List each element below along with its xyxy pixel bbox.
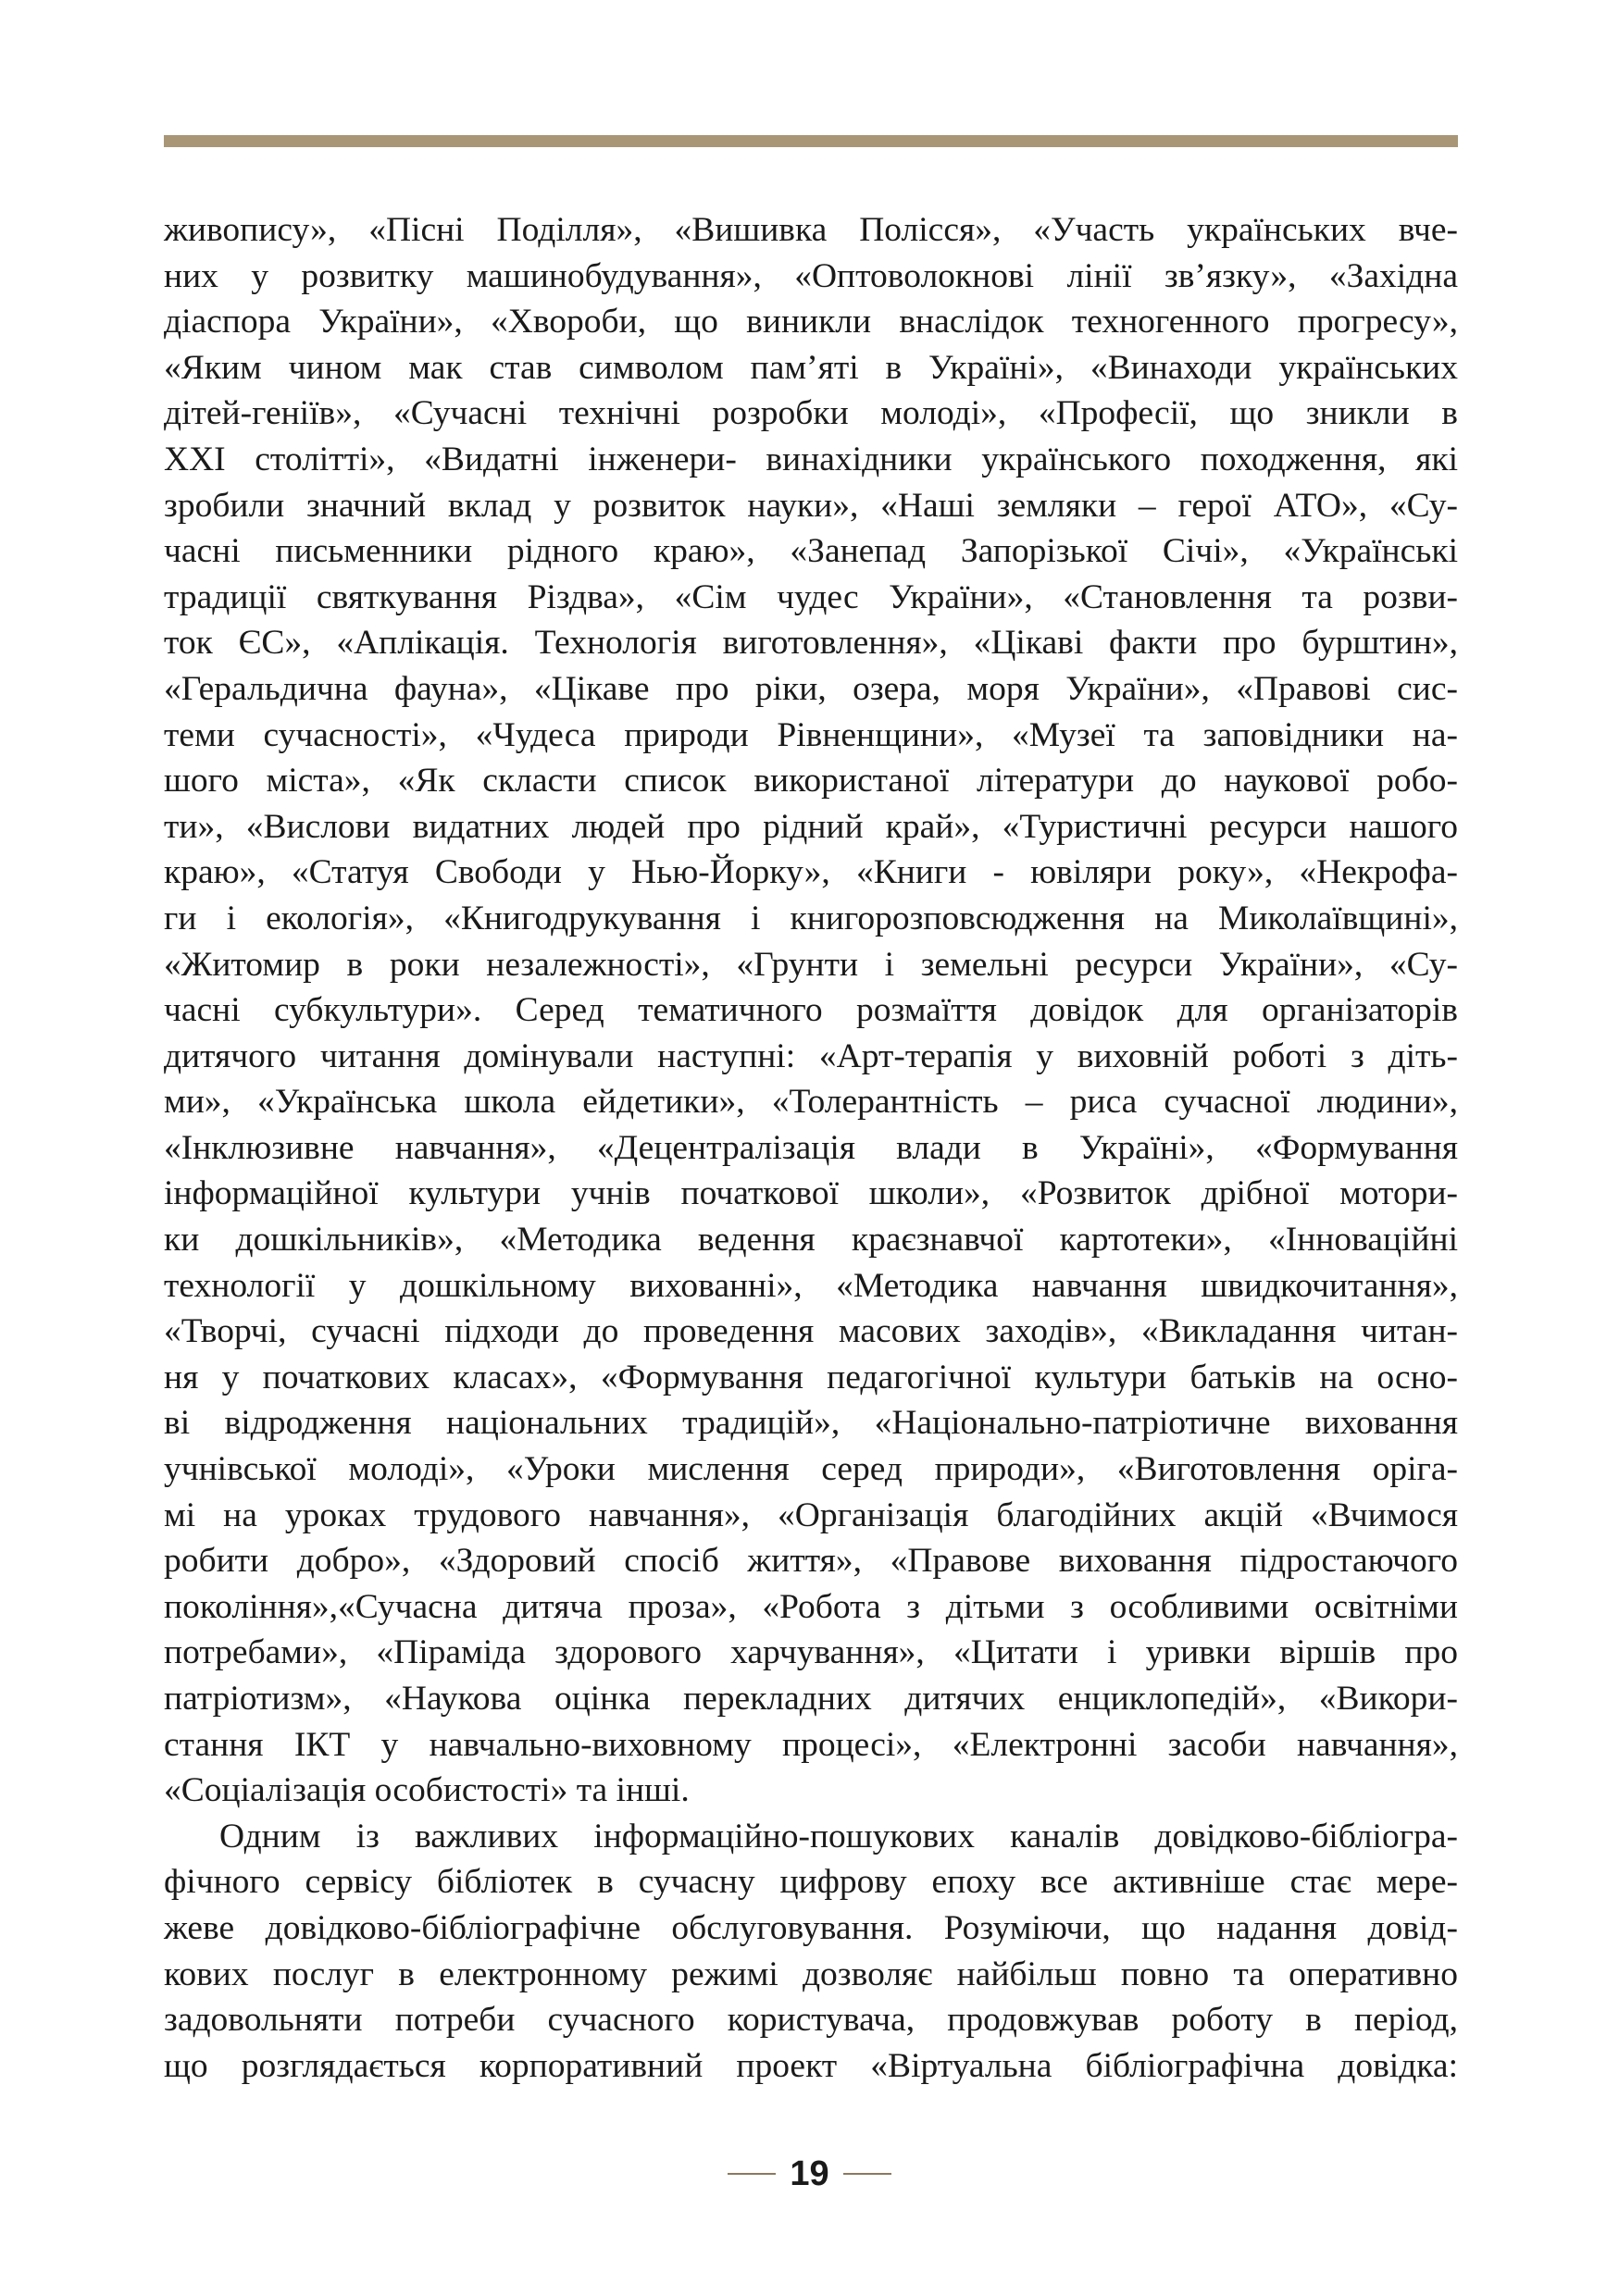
text-line: ток ЄС», «Аплікація. Технологія виготовлення», «Цікаві факти про бурштин»,: [164, 624, 1458, 663]
text-line: часні субкультури». Серед тематичного розмаїття довідок для організаторів: [164, 991, 1458, 1030]
text-line: них у розвитку машинобудування», «Оптоволокнові лінії зв’язку», «Західна: [164, 256, 1458, 295]
text-line: ги і екологія», «Книгодрукування і книгорозповсюдження на Миколаївщині»,: [164, 899, 1458, 937]
text-line: теми сучасності», «Чудеса природи Рівненщини», «Музеї та заповідники на-: [164, 715, 1458, 754]
text-line: ми», «Українська школа ейдетики», «Толерантність – риса сучасної людини»,: [164, 1083, 1458, 1122]
text-line: зробили значний вклад у розвиток науки», «Наші земляки – герої АТО», «Су-: [164, 486, 1458, 525]
text-line: «Соціалізація особистості» та інші.: [164, 1771, 690, 1810]
text-line: задовольняти потреби сучасного користувача, продовжував роботу в період,: [164, 2001, 1458, 2040]
header-rule: [164, 135, 1458, 147]
page-footer: [0, 2151, 1619, 2197]
text-line: ки дошкільників», «Методика ведення краєзнавчої картотеки», «Інноваційні: [164, 1221, 1458, 1260]
text-line: мі на уроках трудового навчання», «Організація благодійних акцій «Вчимося: [164, 1496, 1458, 1534]
text-line: «Яким чином мак став символом пам’яті в Україні», «Винаходи українських: [164, 348, 1458, 387]
text-line: «Творчі, сучасні підходи до проведення масових заходів», «Викладання читан-: [164, 1312, 1458, 1351]
paragraph-online-reference-service: [164, 1814, 1458, 2090]
text-line: патріотизм», «Наукова оцінка перекладних дитячих енциклопедій», «Викори-: [164, 1680, 1458, 1718]
text-line: Одним із важливих інформаційно-пошукових каналів довідково-бібліогра-: [219, 1817, 1458, 1855]
text-line: «Геральдична фауна», «Цікаве про ріки, озера, моря України», «Правові сис-: [164, 669, 1458, 708]
text-line: робити добро», «Здоровий спосіб життя», «Правове виховання підростаючого: [164, 1542, 1458, 1581]
text-line: XXI столітті», «Видатні інженери- винахідники українського походження, які: [164, 440, 1458, 478]
text-line: жеве довідково-бібліографічне обслуговування. Розуміючи, що надання довід-: [164, 1908, 1458, 1947]
text-line: ня у початкових класах», «Формування педагогічної культури батьків на осно-: [164, 1358, 1458, 1396]
text-line: інформаційної культури учнів початкової школи», «Розвиток дрібної мотори-: [164, 1174, 1458, 1213]
text-line: учнівської молоді», «Уроки мислення серед природи», «Виготовлення оріга-: [164, 1450, 1458, 1489]
text-line: покоління»,«Сучасна дитяча проза», «Робота з дітьми з особливими освітніми: [164, 1587, 1458, 1626]
text-line: кових послуг в електронному режимі дозволяє найбільш повно та оперативно: [164, 1955, 1458, 1993]
text-line: що розглядається корпоративний проект «Віртуальна бібліографічна довідка:: [164, 2046, 1458, 2085]
footer-dash-right: [843, 2173, 891, 2175]
text-line: ти», «Вислови видатних людей про рідний край», «Туристичні ресурси нашого: [164, 807, 1458, 846]
text-line: діаспора України», «Хвороби, що виникли внаслідок техногенного прогресу»,: [164, 303, 1458, 341]
text-line: технології у дошкільному вихованні», «Методика навчання швидкочитання»,: [164, 1266, 1458, 1305]
text-line: фічного сервісу бібліотек в сучасну цифрову епоху все активніше стає мере-: [164, 1863, 1458, 1902]
text-line: «Інклюзивне навчання», «Децентралізація влади в Україні», «Формування: [164, 1128, 1458, 1167]
text-line: ві відродження національних традицій», «Національно-патріотичне виховання: [164, 1404, 1458, 1443]
paragraph-topics-list: [164, 207, 1458, 1814]
text-line: стання ІКТ у навчально-виховному процесі», «Електронні засоби навчання»,: [164, 1725, 1458, 1764]
text-line: «Житомир в роки незалежності», «Грунти і земельні ресурси України», «Су-: [164, 945, 1458, 984]
footer-dash-left: [728, 2173, 776, 2175]
text-line: краю», «Статуя Свободи у Нью-Йорку», «Книги - ювіляри року», «Некрофа-: [164, 853, 1458, 892]
body-text: [164, 207, 1458, 2089]
text-line: традиції святкування Різдва», «Сім чудес України», «Становлення та розви-: [164, 577, 1458, 616]
page-number: 19: [790, 2154, 829, 2193]
text-line: живопису», «Пісні Поділля», «Вишивка Полісся», «Участь українських вче-: [164, 211, 1458, 249]
text-line: потребами», «Піраміда здорового харчування», «Цитати і уривки віршів про: [164, 1633, 1458, 1672]
text-line: дітей-геніїв», «Сучасні технічні розробки молоді», «Професії, що зникли в: [164, 394, 1458, 433]
text-line: дитячого читання домінували наступні: «Арт-терапія у виховній роботі з діть-: [164, 1036, 1458, 1075]
text-line: шого міста», «Як скласти список використаної літератури до наукової робо-: [164, 762, 1458, 800]
text-line: часні письменники рідного краю», «Занепад Запорізької Січі», «Українські: [164, 532, 1458, 571]
